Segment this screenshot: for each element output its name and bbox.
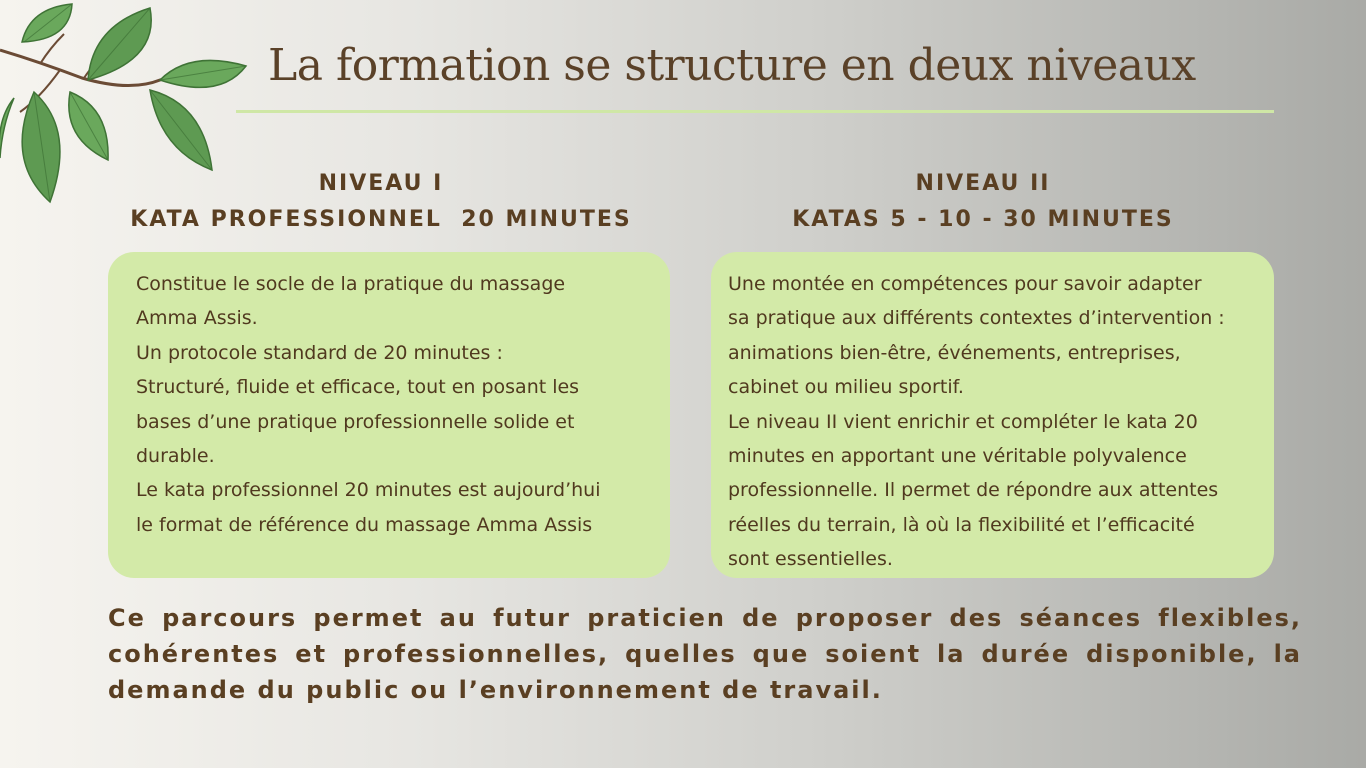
card-line: Une montée en compétences pour savoir adapter bbox=[728, 273, 1202, 295]
card-line: minutes en apportant une véritable polyvalence bbox=[728, 445, 1187, 468]
summary-text: Ce parcours permet au futur praticien de proposer des séances flexibles, cohérentes et professionnelles, quelles que soient la durée disponible, la demande du public ou l’environnement de travail. bbox=[108, 604, 1302, 704]
card-line: animations bien-être, événements, entreprises, bbox=[728, 341, 1181, 364]
card-line: Le niveau II vient enrichir et compléter le kata 20 bbox=[728, 410, 1198, 433]
card-line: Un protocole standard de 20 minutes : bbox=[136, 341, 503, 364]
card-line: Le kata professionnel 20 minutes est aujourd’hui bbox=[136, 479, 601, 502]
level-1-heading bbox=[108, 166, 654, 238]
level-1-card bbox=[108, 252, 670, 578]
level-2-subtitle: KATAS 5 - 10 - 30 MINUTES bbox=[792, 207, 1174, 232]
title-divider bbox=[236, 110, 1274, 113]
card-line: bases d’une pratique professionnelle solide et bbox=[136, 410, 575, 433]
level-2-label: NIVEAU II bbox=[915, 171, 1051, 196]
card-line: sont essentielles. bbox=[728, 548, 893, 571]
card-line: Amma Assis. bbox=[136, 307, 258, 330]
card-line: cabinet ou milieu sportif. bbox=[728, 376, 964, 399]
card-line: Constitue le socle de la pratique du massage bbox=[136, 273, 566, 295]
card-line: professionnelle. Il permet de répondre aux attentes bbox=[728, 479, 1219, 502]
card-line: le format de référence du massage Amma Assis bbox=[136, 513, 593, 536]
card-line: durable. bbox=[136, 445, 215, 468]
level-1-subtitle: KATA PROFESSIONNEL 20 MINUTES bbox=[130, 207, 632, 232]
level-2-heading bbox=[711, 166, 1255, 238]
level-2-card bbox=[711, 252, 1274, 578]
card-line: réelles du terrain, là où la flexibilité et l’efficacité bbox=[728, 513, 1195, 536]
card-line: Structuré, fluide et efficace, tout en posant les bbox=[136, 376, 580, 399]
level-1-label: NIVEAU I bbox=[318, 171, 444, 196]
card-line: sa pratique aux différents contextes d’intervention : bbox=[728, 307, 1225, 330]
page-title: La formation se structure en deux niveaux bbox=[268, 40, 1196, 91]
